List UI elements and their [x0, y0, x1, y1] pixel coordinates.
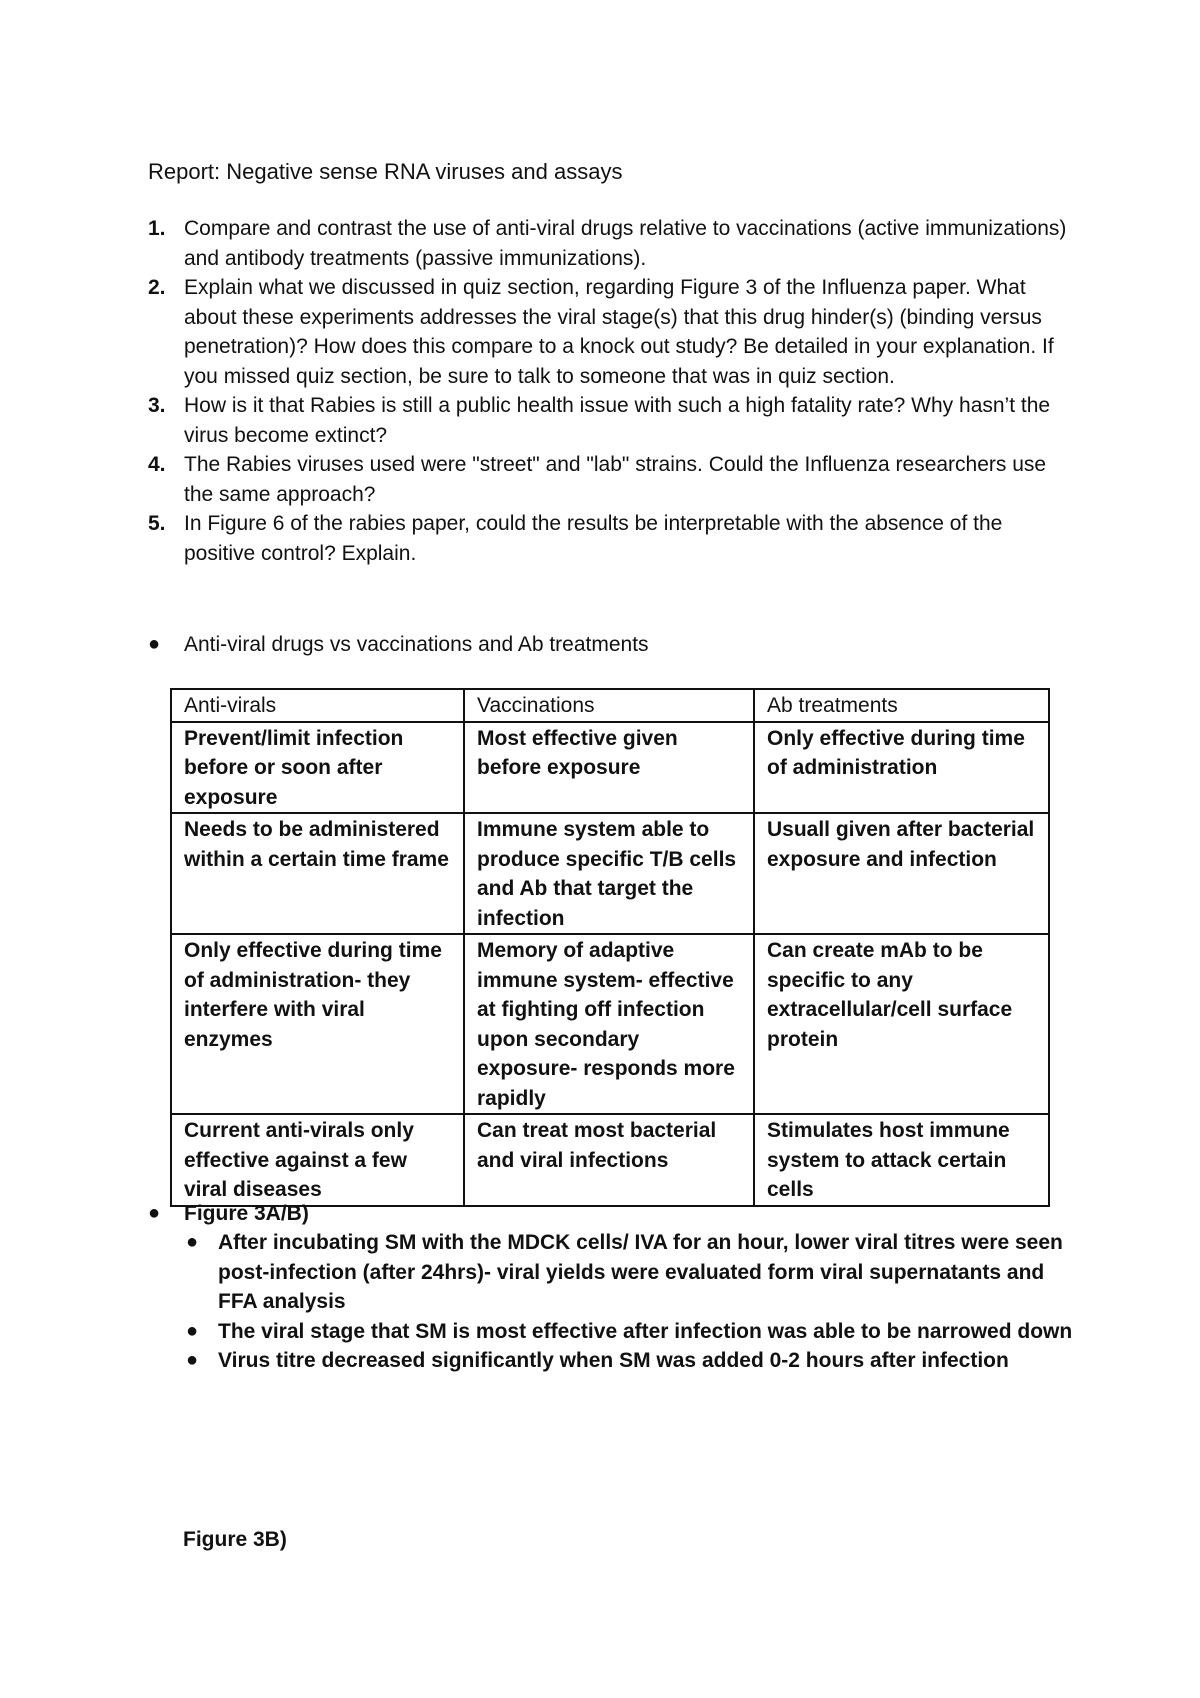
table-row: [171, 934, 1049, 1114]
figure-3b-label: Figure 3B): [183, 1528, 287, 1551]
list-item: [186, 1317, 1078, 1347]
figure3-notes-list: [186, 1228, 1078, 1376]
section-bullet-figure3: [148, 1199, 309, 1229]
bullet-icon: ●: [148, 633, 161, 655]
table-cell: Can create mAb to be specific to any extracellular/cell surface protein: [754, 934, 1049, 1114]
question-number: 1.: [148, 217, 166, 240]
comparison-table: [170, 688, 1050, 1207]
question-item: [148, 509, 1068, 568]
table-cell: Only effective during time of administration: [754, 722, 1049, 814]
report-title: Report: Negative sense RNA viruses and assays: [148, 159, 623, 184]
question-item: [148, 450, 1068, 509]
question-text: How is it that Rabies is still a public health issue with such a high fatality rate? Why hasn’t the virus become extinct?: [184, 394, 1051, 447]
section-heading: Figure 3A/B): [184, 1202, 309, 1225]
table-cell: Immune system able to produce specific T/B cells and Ab that target the infection: [464, 813, 754, 934]
question-number: 5.: [148, 512, 166, 535]
question-item: [148, 273, 1068, 391]
list-item-text: The viral stage that SM is most effective after infection was able to be narrowed down: [218, 1319, 1073, 1343]
question-text: In Figure 6 of the rabies paper, could the results be interpretable with the absence of the positive control? Explain.: [184, 512, 1003, 565]
question-text: Explain what we discussed in quiz section, regarding Figure 3 of the Influenza paper. What about these experiments addresses the viral stage(s) that this drug hinder(s) (binding versus penetration)? How does this compare to a knock out study? Be detailed in your explanation. If you missed quiz section, be sure to talk to someone that was in quiz section.: [184, 276, 1054, 388]
table-cell: Prevent/limit infection before or soon after exposure: [171, 722, 464, 814]
table-header-cell: Anti-virals: [171, 689, 464, 722]
table-cell: Only effective during time of administration- they interfere with viral enzymes: [171, 934, 464, 1114]
bullet-icon: ●: [148, 1202, 161, 1224]
table-cell: Stimulates host immune system to attack certain cells: [754, 1114, 1049, 1206]
question-number: 2.: [148, 276, 166, 299]
question-item: [148, 214, 1068, 273]
table-header-cell: Ab treatments: [754, 689, 1049, 722]
table-cell: Most effective given before exposure: [464, 722, 754, 814]
table-cell: Memory of adaptive immune system- effective at fighting off infection upon secondary exposure- responds more rapidly: [464, 934, 754, 1114]
table-row: [171, 813, 1049, 934]
table-row: [171, 722, 1049, 814]
table-cell: Usuall given after bacterial exposure and infection: [754, 813, 1049, 934]
question-list: [148, 214, 1068, 568]
table-cell: Current anti-virals only effective against a few viral diseases: [171, 1114, 464, 1206]
question-text: Compare and contrast the use of anti-viral drugs relative to vaccinations (active immunizations) and antibody treatments (passive immunizations).: [184, 217, 1067, 270]
table-header-cell: Vaccinations: [464, 689, 754, 722]
question-item: [148, 391, 1068, 450]
bullet-icon: ●: [186, 1319, 199, 1342]
section-heading: Anti-viral drugs vs vaccinations and Ab treatments: [184, 633, 649, 656]
table-cell: Needs to be administered within a certain time frame: [171, 813, 464, 934]
table-row: [171, 1114, 1049, 1206]
list-item: [186, 1346, 1078, 1376]
question-number: 3.: [148, 394, 166, 417]
bullet-icon: ●: [186, 1349, 199, 1371]
section-bullet-comparison: [148, 630, 649, 660]
question-text: The Rabies viruses used were "street" and "lab" strains. Could the Influenza researchers use the same approach?: [184, 453, 1047, 506]
table-header-row: [171, 689, 1049, 722]
table-cell: Can treat most bacterial and viral infections: [464, 1114, 754, 1206]
list-item: [186, 1228, 1078, 1317]
list-item-text: Virus titre decreased significantly when SM was added 0-2 hours after infection: [218, 1349, 1009, 1372]
bullet-icon: ●: [186, 1231, 199, 1253]
question-number: 4.: [148, 453, 166, 476]
list-item-text: After incubating SM with the MDCK cells/ IVA for an hour, lower viral titres were seen post-infection (after 24hrs)- viral yields were evaluated form viral supernatants and FFA analysis: [218, 1231, 1063, 1313]
